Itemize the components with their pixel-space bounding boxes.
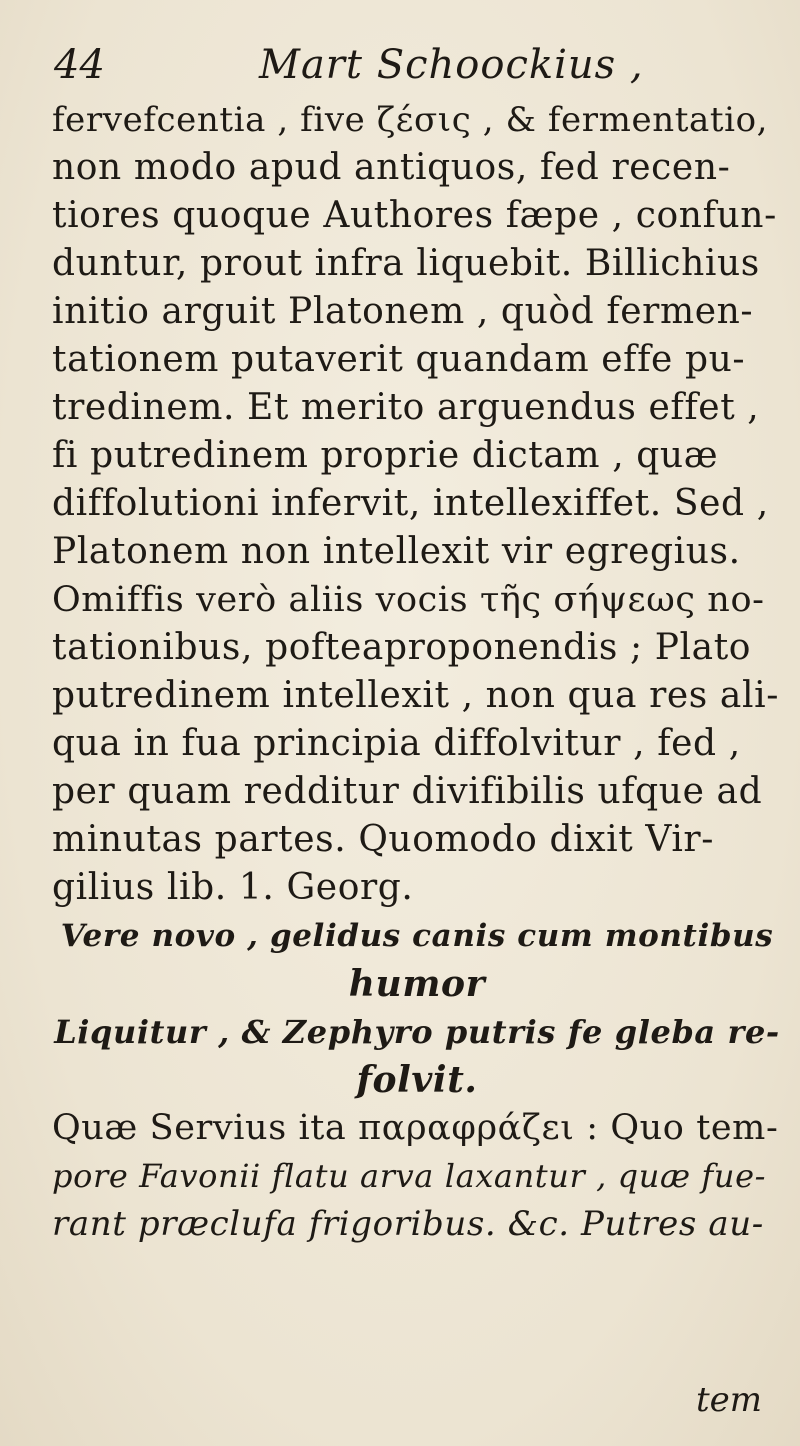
- text-line: pore Favonii flatu arva laxantur , quæ fue-: [52, 1157, 767, 1195]
- verse-line: Liquitur , & Zephyro putris fe gleba re-: [54, 1013, 780, 1051]
- text-line: diffolutioni infervit, intellexiffet. Sed ,: [52, 483, 769, 524]
- page-number: 44: [54, 42, 105, 88]
- text-line: Omiffis verò aliis vocis τῆς σήψεως no-: [52, 580, 765, 620]
- page-header: [54, 42, 774, 102]
- text-line: non modo apud antiquos, fed recen-: [52, 147, 731, 188]
- text-line: minutas partes. Quomodo dixit Vir-: [52, 819, 715, 860]
- text-line: duntur, prout infra liquebit. Billichius: [52, 243, 760, 284]
- text-line: tationibus, pofteaproponendis ; Plato: [52, 627, 752, 668]
- verse-line: humor: [348, 963, 486, 1005]
- text-line: initio arguit Platonem , quòd fermen-: [52, 291, 754, 332]
- text-line: gilius lib. 1. Georg.: [52, 867, 414, 908]
- text-line: fi putredinem proprie dictam , quæ: [52, 435, 719, 476]
- catchword: tem: [695, 1380, 762, 1420]
- text-line: rant præclufa frigoribus. &c. Putres au-: [52, 1204, 764, 1244]
- body-text: [52, 96, 782, 1248]
- text-line: Quæ Servius ita παραφράζει : Quo tem-: [52, 1108, 779, 1148]
- text-line: tiores quoque Authores fæpe , confun-: [52, 195, 777, 236]
- text-line: putredinem intellexit , non qua res ali-: [52, 675, 779, 716]
- running-title: Mart Schoockius ,: [259, 42, 644, 88]
- text-line: tredinem. Et merito arguendus effet ,: [52, 387, 760, 428]
- text-line: per quam redditur divifibilis ufque ad: [52, 771, 763, 812]
- verse-quotation: [52, 912, 782, 1104]
- text-line: Platonem non intellexit vir egregius.: [52, 531, 741, 572]
- verse-line: folvit.: [356, 1059, 478, 1101]
- text-line: qua in fua principia diffolvitur , fed ,: [52, 723, 741, 764]
- text-line: tationem putaverit quandam effe pu-: [52, 339, 746, 380]
- text-line: fervefcentia , five ζέσις , & fermentatio,: [52, 100, 769, 140]
- verse-line: Vere novo , gelidus canis cum montibus: [60, 918, 774, 954]
